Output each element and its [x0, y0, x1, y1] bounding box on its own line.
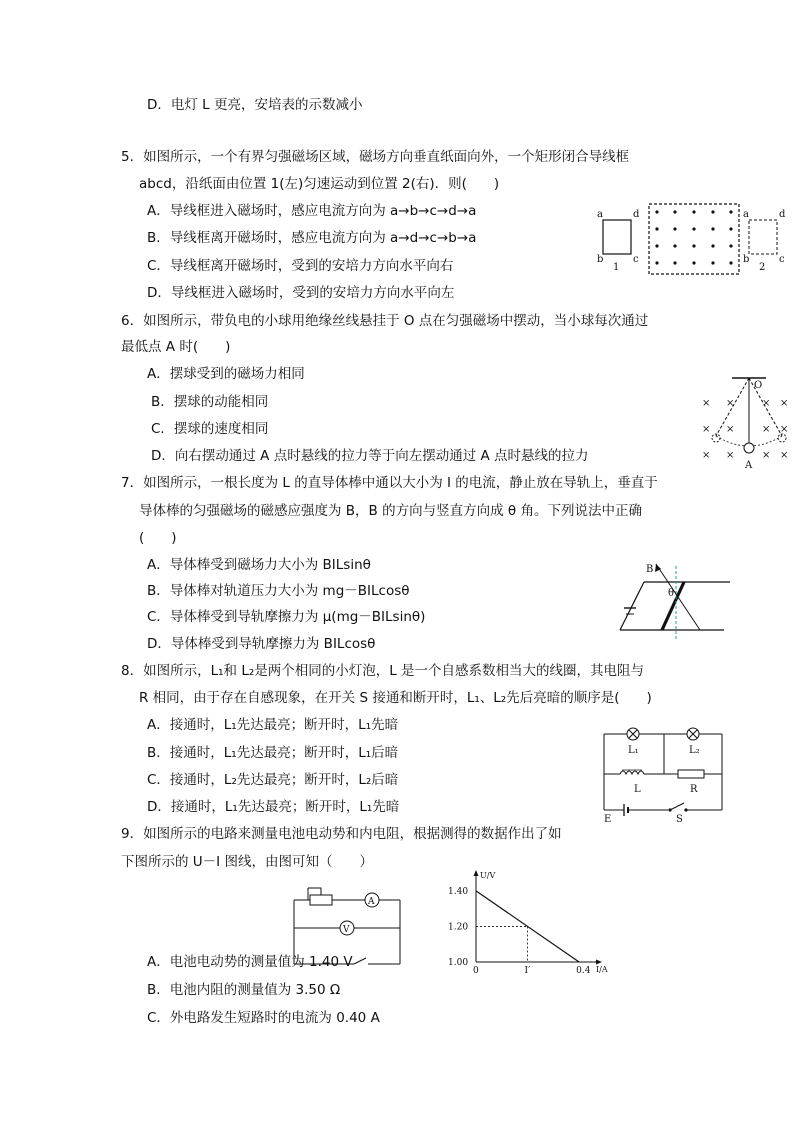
q9-voltmeter-label: V	[343, 925, 350, 935]
q8-stem-line1: 8．如图所示，L₁和 L₂是两个相同的小灯泡，L 是一个自感系数相当大的线圈，其电阻与	[121, 663, 645, 679]
q8-label-r: R	[690, 784, 698, 795]
svg-text:×: ×	[780, 450, 789, 461]
q5-stem-line2: abcd，沿纸面由位置 1(左)匀速运动到位置 2(右)．则( )	[139, 176, 500, 192]
x-axis-label: I/A	[596, 965, 608, 974]
q6-stem-line1: 6．如图所示，带负电的小球用绝缘丝线悬挂于 O 点在匀强磁场中摆动，当小球每次通过	[121, 313, 649, 329]
y-axis-label: U/V	[480, 871, 496, 880]
q9-ammeter-label: A	[368, 897, 375, 907]
svg-text:×: ×	[702, 450, 711, 461]
q7-option-d: D．导体棒受到导轨摩擦力为 BILcosθ	[147, 636, 376, 652]
q7-option-a: A．导体棒受到磁场力大小为 BILsinθ	[147, 557, 371, 573]
q8-label-l: L	[634, 784, 641, 795]
q9-stem-line2: 下图所示的 U－I 图线，由图可知（ ）	[121, 854, 373, 870]
q5-label-b2: b	[743, 254, 750, 265]
q8-option-a: A．接通时，L₁先达最亮；断开时，L₁先暗	[147, 717, 399, 733]
q9-ui-chart	[440, 871, 610, 980]
q8-option-d: D．接通时，L₁先达最亮；断开时，L₁先暗	[147, 799, 400, 815]
q5-label-a2: a	[743, 209, 749, 220]
q7-stem-line2: 导体棒的匀强磁场的磁感应强度为 B，B 的方向与竖直方向成 θ 角。下列说法中正确	[139, 503, 642, 519]
svg-text:×: ×	[726, 450, 735, 461]
q6-option-d: D．向右摆动通过 A 点时悬线的拉力等于向左摆动通过 A 点时悬线的拉力	[151, 448, 589, 464]
y-tick-label: 1.20	[448, 922, 469, 933]
q9-stem-line1: 9．如图所示的电路来测量电池电动势和内电阻，根据测得的数据作出了如	[121, 826, 562, 842]
y-axis-arrow	[474, 870, 479, 876]
q7-label-b: B	[646, 564, 654, 575]
svg-text:×: ×	[762, 398, 771, 409]
q8-label-s: S	[676, 814, 683, 825]
x-tick-label: 0.4	[576, 966, 591, 976]
q5-option-c: C．导线框离开磁场时，受到的安培力方向水平向右	[147, 258, 454, 274]
q7-option-c: C．导体棒受到导轨摩擦力为 μ(mg－BILsinθ)	[147, 609, 426, 625]
q9-option-c: C．外电路发生短路时的电流为 0.40 A	[147, 1010, 380, 1026]
svg-text:×: ×	[726, 424, 735, 435]
svg-text:×: ×	[702, 424, 711, 435]
q5-label-d2: d	[779, 209, 786, 220]
svg-text:×: ×	[780, 424, 789, 435]
q7-stem-line1: 7．如图所示，一根长度为 L 的直导体棒中通以大小为 I 的电流，静止放在导轨上，垂直于	[121, 475, 658, 491]
y-tick-label: 1.00	[448, 958, 469, 968]
q4-option-d: D．电灯 L 更亮，安培表的示数减小	[147, 97, 363, 113]
q6-stem-line2: 最低点 A 时( )	[121, 339, 231, 355]
q5-figure-frame-and-field	[595, 200, 794, 280]
q7-figure-rails	[612, 560, 732, 640]
q5-label-pos1: 1	[613, 262, 620, 273]
q6-label-o: O	[754, 380, 763, 391]
q5-option-b: B．导线框离开磁场时，感应电流方向为 a→d→c→b→a	[147, 230, 477, 246]
svg-text:×: ×	[726, 398, 735, 409]
q5-label-c2: c	[779, 254, 785, 265]
q8-option-b: B．接通时，L₁先达最亮；断开时，L₁后暗	[147, 745, 399, 761]
q9-option-b: B．电池内阻的测量值为 3.50 Ω	[147, 982, 341, 998]
q5-label-a: a	[597, 209, 603, 220]
q7-stem-line3: ( )	[139, 530, 177, 546]
q6-option-a: A．摆球受到的磁场力相同	[147, 366, 305, 382]
q8-figure-circuit	[600, 722, 730, 824]
x-tick-label: I′	[524, 966, 531, 976]
y-tick-label: 1.40	[448, 886, 469, 897]
q8-label-l2: L₂	[689, 745, 700, 756]
svg-text:×: ×	[762, 450, 771, 461]
x-tick-label: 0	[473, 966, 479, 976]
q5-label-d: d	[633, 209, 640, 220]
q8-stem-line2: R 相同，由于存在自感现象，在开关 S 接通和断开时，L₁、L₂先后亮暗的顺序是( )	[139, 690, 652, 706]
q6-figure-pendulum	[700, 372, 792, 472]
q5-option-a: A．导线框进入磁场时，感应电流方向为 a→b→c→d→a	[147, 203, 477, 219]
svg-text:×: ×	[780, 398, 789, 409]
svg-text:×: ×	[702, 398, 711, 409]
q5-option-d: D．导线框进入磁场时，受到的安培力方向水平向左	[147, 285, 455, 301]
q8-option-c: C．接通时，L₂先达最亮；断开时，L₂后暗	[147, 772, 399, 788]
q5-stem-line1: 5．如图所示，一个有界匀强磁场区域，磁场方向垂直纸面向外，一个矩形闭合导线框	[121, 149, 630, 165]
q6-label-a: A	[745, 460, 753, 471]
q5-label-b: b	[597, 254, 604, 265]
q5-field-dots	[655, 210, 732, 264]
svg-text:×: ×	[762, 424, 771, 435]
q5-label-pos2: 2	[759, 262, 766, 273]
q6-option-b: B．摆球的动能相同	[151, 394, 269, 410]
q5-label-c: c	[633, 254, 639, 265]
q7-option-b: B．导体棒对轨道压力大小为 mg－BILcosθ	[147, 583, 410, 599]
q8-label-l1: L₁	[628, 745, 639, 756]
q7-label-theta: θ	[668, 588, 675, 599]
x-axis-arrow	[596, 960, 602, 965]
q6-option-c: C．摆球的速度相同	[151, 421, 269, 437]
q9-option-a: A．电池电动势的测量值为 1.40 V	[147, 954, 353, 970]
q8-label-e: E	[604, 814, 612, 825]
